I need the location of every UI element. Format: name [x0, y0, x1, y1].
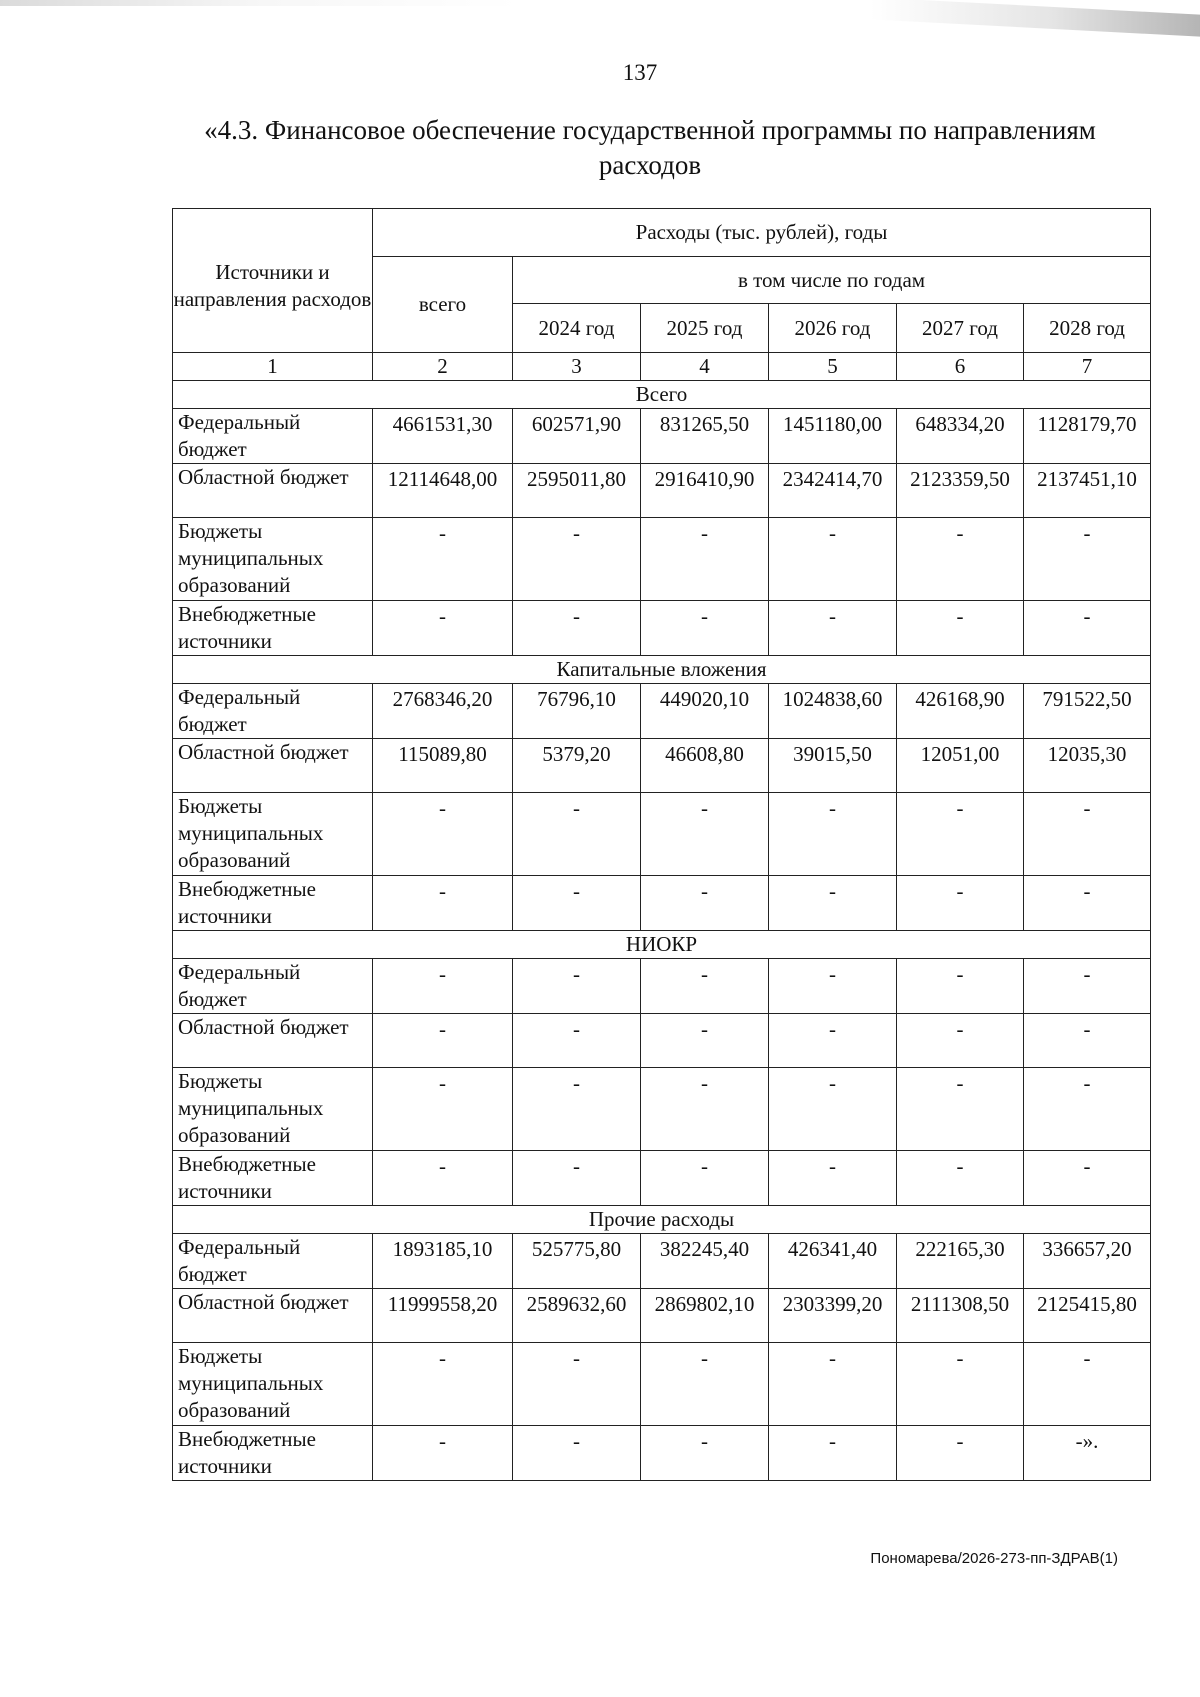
table-row — [173, 1151, 1151, 1206]
value-cell: - — [641, 601, 769, 656]
value-cell: 4661531,30 — [373, 409, 513, 464]
table-row — [173, 518, 1151, 601]
value-cell: 39015,50 — [769, 739, 897, 793]
value-cell: 2768346,20 — [373, 684, 513, 739]
table-row — [173, 1014, 1151, 1068]
value-cell: - — [897, 1068, 1024, 1151]
value-cell: 2589632,60 — [513, 1289, 641, 1343]
value-cell: - — [897, 793, 1024, 876]
section-title-cell: Всего — [173, 381, 1151, 409]
value-cell: - — [897, 1151, 1024, 1206]
value-cell: - — [897, 959, 1024, 1014]
column-number: 1 — [173, 353, 373, 381]
value-cell: 1893185,10 — [373, 1234, 513, 1289]
value-cell: - — [373, 601, 513, 656]
page-number: 137 — [622, 60, 658, 85]
value-cell: - — [513, 959, 641, 1014]
value-cell: - — [513, 1068, 641, 1151]
value-cell: 648334,20 — [897, 409, 1024, 464]
row-label: Областной бюджет — [173, 739, 373, 793]
value-cell: - — [1024, 518, 1151, 601]
table-row — [173, 1068, 1151, 1151]
value-cell: - — [641, 793, 769, 876]
table-row — [173, 1234, 1151, 1289]
value-cell: - — [769, 1151, 897, 1206]
value-cell: - — [373, 876, 513, 931]
row-label: Внебюджетные источники — [173, 1426, 373, 1481]
value-cell: 449020,10 — [641, 684, 769, 739]
row-label: Внебюджетные источники — [173, 601, 373, 656]
value-cell: 1024838,60 — [769, 684, 897, 739]
table-row — [173, 876, 1151, 931]
scan-artifact-top-left — [0, 0, 520, 6]
header-by-years: в том числе по годам — [513, 257, 1151, 304]
column-number: 7 — [1024, 353, 1151, 381]
header-year: 2026 год — [769, 304, 897, 353]
value-cell: - — [897, 876, 1024, 931]
value-cell: 12035,30 — [1024, 739, 1151, 793]
row-label: Бюджеты муниципальных образований — [173, 1343, 373, 1426]
row-label: Областной бюджет — [173, 1289, 373, 1343]
value-cell: 426341,40 — [769, 1234, 897, 1289]
value-cell: - — [769, 959, 897, 1014]
row-label: Федеральный бюджет — [173, 959, 373, 1014]
value-cell: - — [373, 1151, 513, 1206]
row-label: Внебюджетные источники — [173, 876, 373, 931]
value-cell: - — [897, 1014, 1024, 1068]
section-header-row — [173, 656, 1151, 684]
table-row — [173, 601, 1151, 656]
value-cell: - — [1024, 1068, 1151, 1151]
value-cell: 2869802,10 — [641, 1289, 769, 1343]
value-cell: - — [1024, 876, 1151, 931]
value-cell: - — [513, 793, 641, 876]
value-cell: 2303399,20 — [769, 1289, 897, 1343]
scan-artifact-top-right — [870, 0, 1200, 37]
value-cell: - — [897, 601, 1024, 656]
table-row — [173, 409, 1151, 464]
value-cell: - — [373, 518, 513, 601]
value-cell: - — [513, 876, 641, 931]
header-total: всего — [373, 257, 513, 353]
header-year: 2025 год — [641, 304, 769, 353]
value-cell: - — [1024, 1151, 1151, 1206]
value-cell: - — [373, 1343, 513, 1426]
value-cell: 382245,40 — [641, 1234, 769, 1289]
value-cell: - — [1024, 793, 1151, 876]
financing-table — [172, 208, 1151, 1481]
row-label: Федеральный бюджет — [173, 684, 373, 739]
value-cell: - — [769, 793, 897, 876]
value-cell: - — [1024, 601, 1151, 656]
header-year: 2024 год — [513, 304, 641, 353]
value-cell: 2595011,80 — [513, 464, 641, 518]
value-cell: -». — [1024, 1426, 1151, 1481]
table-row — [173, 959, 1151, 1014]
value-cell: - — [1024, 1014, 1151, 1068]
document-footer-code: Пономарева/2026-273-пп-ЗДРАВ(1) — [870, 1550, 1118, 1567]
table-row — [173, 793, 1151, 876]
value-cell: - — [641, 959, 769, 1014]
value-cell: - — [641, 1426, 769, 1481]
value-cell: - — [373, 1426, 513, 1481]
value-cell: - — [769, 518, 897, 601]
value-cell: - — [373, 793, 513, 876]
value-cell: - — [513, 1426, 641, 1481]
value-cell: 2342414,70 — [769, 464, 897, 518]
row-label: Внебюджетные источники — [173, 1151, 373, 1206]
table-row — [173, 1343, 1151, 1426]
header-sources: Источники и направления расходов — [173, 209, 373, 353]
value-cell: - — [769, 601, 897, 656]
value-cell: - — [769, 876, 897, 931]
row-label: Бюджеты муниципальных образований — [173, 518, 373, 601]
table-row — [173, 1426, 1151, 1481]
column-number: 4 — [641, 353, 769, 381]
column-number: 3 — [513, 353, 641, 381]
column-number: 2 — [373, 353, 513, 381]
header-year: 2027 год — [897, 304, 1024, 353]
section-title-cell: Капитальные вложения — [173, 656, 1151, 684]
column-number: 6 — [897, 353, 1024, 381]
section-title: «4.3. Финансовое обеспечение государственной программы по направлениям расходов — [204, 115, 1096, 180]
value-cell: - — [769, 1068, 897, 1151]
value-cell: - — [1024, 1343, 1151, 1426]
value-cell: 1451180,00 — [769, 409, 897, 464]
section-header-row — [173, 931, 1151, 959]
value-cell: - — [513, 1151, 641, 1206]
value-cell: 2125415,80 — [1024, 1289, 1151, 1343]
value-cell: - — [373, 1014, 513, 1068]
value-cell: - — [373, 1068, 513, 1151]
value-cell: 76796,10 — [513, 684, 641, 739]
value-cell: - — [769, 1014, 897, 1068]
value-cell: 602571,90 — [513, 409, 641, 464]
value-cell: 12114648,00 — [373, 464, 513, 518]
value-cell: 2111308,50 — [897, 1289, 1024, 1343]
value-cell: 115089,80 — [373, 739, 513, 793]
column-numbers-row — [173, 353, 1151, 381]
section-header-row — [173, 1206, 1151, 1234]
section-title-cell: Прочие расходы — [173, 1206, 1151, 1234]
value-cell: - — [641, 1068, 769, 1151]
row-label: Областной бюджет — [173, 464, 373, 518]
value-cell: - — [641, 1151, 769, 1206]
header-expenses: Расходы (тыс. рублей), годы — [373, 209, 1151, 257]
value-cell: - — [769, 1426, 897, 1481]
value-cell: 426168,90 — [897, 684, 1024, 739]
section-title-cell: НИОКР — [173, 931, 1151, 959]
row-label: Федеральный бюджет — [173, 409, 373, 464]
table-row — [173, 464, 1151, 518]
value-cell: 525775,80 — [513, 1234, 641, 1289]
value-cell: - — [513, 1343, 641, 1426]
value-cell: 5379,20 — [513, 739, 641, 793]
value-cell: - — [897, 1343, 1024, 1426]
value-cell: 222165,30 — [897, 1234, 1024, 1289]
value-cell: - — [513, 601, 641, 656]
value-cell: 2123359,50 — [897, 464, 1024, 518]
value-cell: - — [513, 1014, 641, 1068]
value-cell: - — [641, 876, 769, 931]
value-cell: - — [513, 518, 641, 601]
value-cell: - — [1024, 959, 1151, 1014]
value-cell: 2137451,10 — [1024, 464, 1151, 518]
value-cell: 336657,20 — [1024, 1234, 1151, 1289]
table-row — [173, 1289, 1151, 1343]
value-cell: - — [373, 959, 513, 1014]
value-cell: 46608,80 — [641, 739, 769, 793]
value-cell: - — [641, 1343, 769, 1426]
table-row — [173, 739, 1151, 793]
value-cell: 831265,50 — [641, 409, 769, 464]
table-row — [173, 684, 1151, 739]
row-label: Бюджеты муниципальных образований — [173, 1068, 373, 1151]
value-cell: 2916410,90 — [641, 464, 769, 518]
row-label: Федеральный бюджет — [173, 1234, 373, 1289]
row-label: Областной бюджет — [173, 1014, 373, 1068]
value-cell: - — [769, 1343, 897, 1426]
value-cell: 1128179,70 — [1024, 409, 1151, 464]
value-cell: 12051,00 — [897, 739, 1024, 793]
value-cell: - — [641, 1014, 769, 1068]
value-cell: - — [897, 518, 1024, 601]
column-number: 5 — [769, 353, 897, 381]
value-cell: - — [641, 518, 769, 601]
section-header-row — [173, 381, 1151, 409]
header-year: 2028 год — [1024, 304, 1151, 353]
value-cell: 791522,50 — [1024, 684, 1151, 739]
row-label: Бюджеты муниципальных образований — [173, 793, 373, 876]
value-cell: - — [897, 1426, 1024, 1481]
value-cell: 11999558,20 — [373, 1289, 513, 1343]
